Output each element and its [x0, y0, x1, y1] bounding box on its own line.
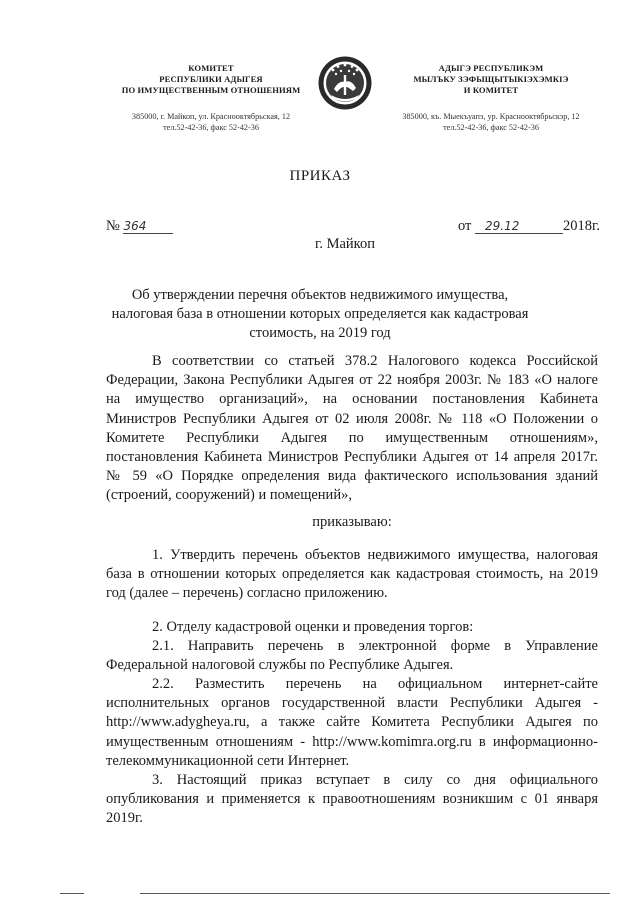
left-org-line-1: КОМИТЕТ — [188, 63, 234, 73]
document-subject: Об утверждении перечня объектов недвижимого имущества, налоговая база в отношении которых определяется как кадастровая стоимость, на 2019 год — [111, 287, 529, 341]
item-2-1-paragraph: 2.1. Направить перечень в электронной форме в Управление Федеральной налоговой службы по Республике Адыгея. — [106, 638, 598, 674]
number-value: 364 — [123, 219, 147, 233]
order-date — [458, 218, 600, 235]
number-field — [123, 219, 173, 234]
date-value: 29.12 — [485, 219, 520, 233]
document-title: ПРИКАЗ — [289, 168, 351, 184]
item-2-paragraph: 2. Отделу кадастровой оценки и проведения торгов: — [152, 619, 474, 635]
date-label: от — [458, 218, 472, 234]
coat-of-arms-icon — [317, 55, 373, 111]
right-org-line-1: АДЫГЭ РЕСПУБЛИКЭМ — [438, 63, 544, 73]
order-number — [106, 218, 173, 235]
footer-line-left — [60, 893, 84, 894]
footer-line-main — [140, 893, 610, 894]
right-address-block — [388, 111, 594, 133]
date-field — [475, 219, 563, 234]
date-year: 2018г. — [563, 218, 600, 234]
preamble-paragraph: В соответствии со статьей 378.2 Налогового кодекса Российской Федерации, Закона Республики Адыгея от 22 ноября 2003г. № 183 «О налоге на имущество организаций», на основании постановления Кабинета Министров Республики Адыгея от 02 июля 2008г. № 118 «О Положении о Комитете Республики Адыгея по имущественным отношениям», постановления Кабинета Министров Республики Адыгея от 14 апреля 2017г. № 59 «О Порядке определения вида фактического использования зданий (строений, сооружений) и помещений», — [106, 353, 598, 504]
right-address-line-1: 385000, къ. Мыекъуапэ, ур. Краснооктябрьскэр, 12 — [402, 112, 580, 121]
left-org-line-3: ПО ИМУЩЕСТВЕННЫМ ОТНОШЕНИЯМ — [121, 85, 301, 95]
right-org-line-2: МЫЛЪКУ ЗЭФЫЩЫТЫКІЭХЭМКІЭ — [413, 74, 569, 84]
item-2-2-paragraph: 2.2. Разместить перечень на официальном интернет-сайте исполнительных органов государственной власти Республики Адыгея - http://www.adygheya.ru, а также сайте Комитета Республики Адыгея по имущественным отношениям - http://www.komimra.org.ru в информационно-телекоммуникационной сети Интернет. — [106, 676, 598, 769]
right-org-line-3: И КОМИТЕТ — [463, 85, 519, 95]
right-org-block — [388, 63, 594, 96]
document-city: г. Майкоп — [315, 236, 375, 252]
left-address-line-2: тел.52-42-36, факс 52-42-36 — [163, 123, 259, 132]
number-label: № — [106, 218, 120, 234]
item-3-paragraph: 3. Настоящий приказ вступает в силу со дня официального опубликования и применяется к правоотношениям возникшим с 01 января 2019г. — [106, 772, 598, 827]
left-org-block — [108, 63, 314, 96]
right-address-line-2: тел.52-42-36, факс 52-42-36 — [443, 123, 539, 132]
item-1-paragraph: 1. Утвердить перечень объектов недвижимого имущества, налоговая база в отношении которых определяется как кадастровая стоимость, на 2019 год (далее – перечень) согласно приложению. — [106, 547, 598, 602]
left-address-line-1: 385000, г. Майкоп, ул. Краснооктябрьская, 12 — [131, 112, 291, 121]
left-address-block — [108, 111, 314, 133]
left-org-line-2: РЕСПУБЛИКИ АДЫГЕЯ — [159, 74, 263, 84]
order-word: приказываю: — [312, 514, 392, 530]
